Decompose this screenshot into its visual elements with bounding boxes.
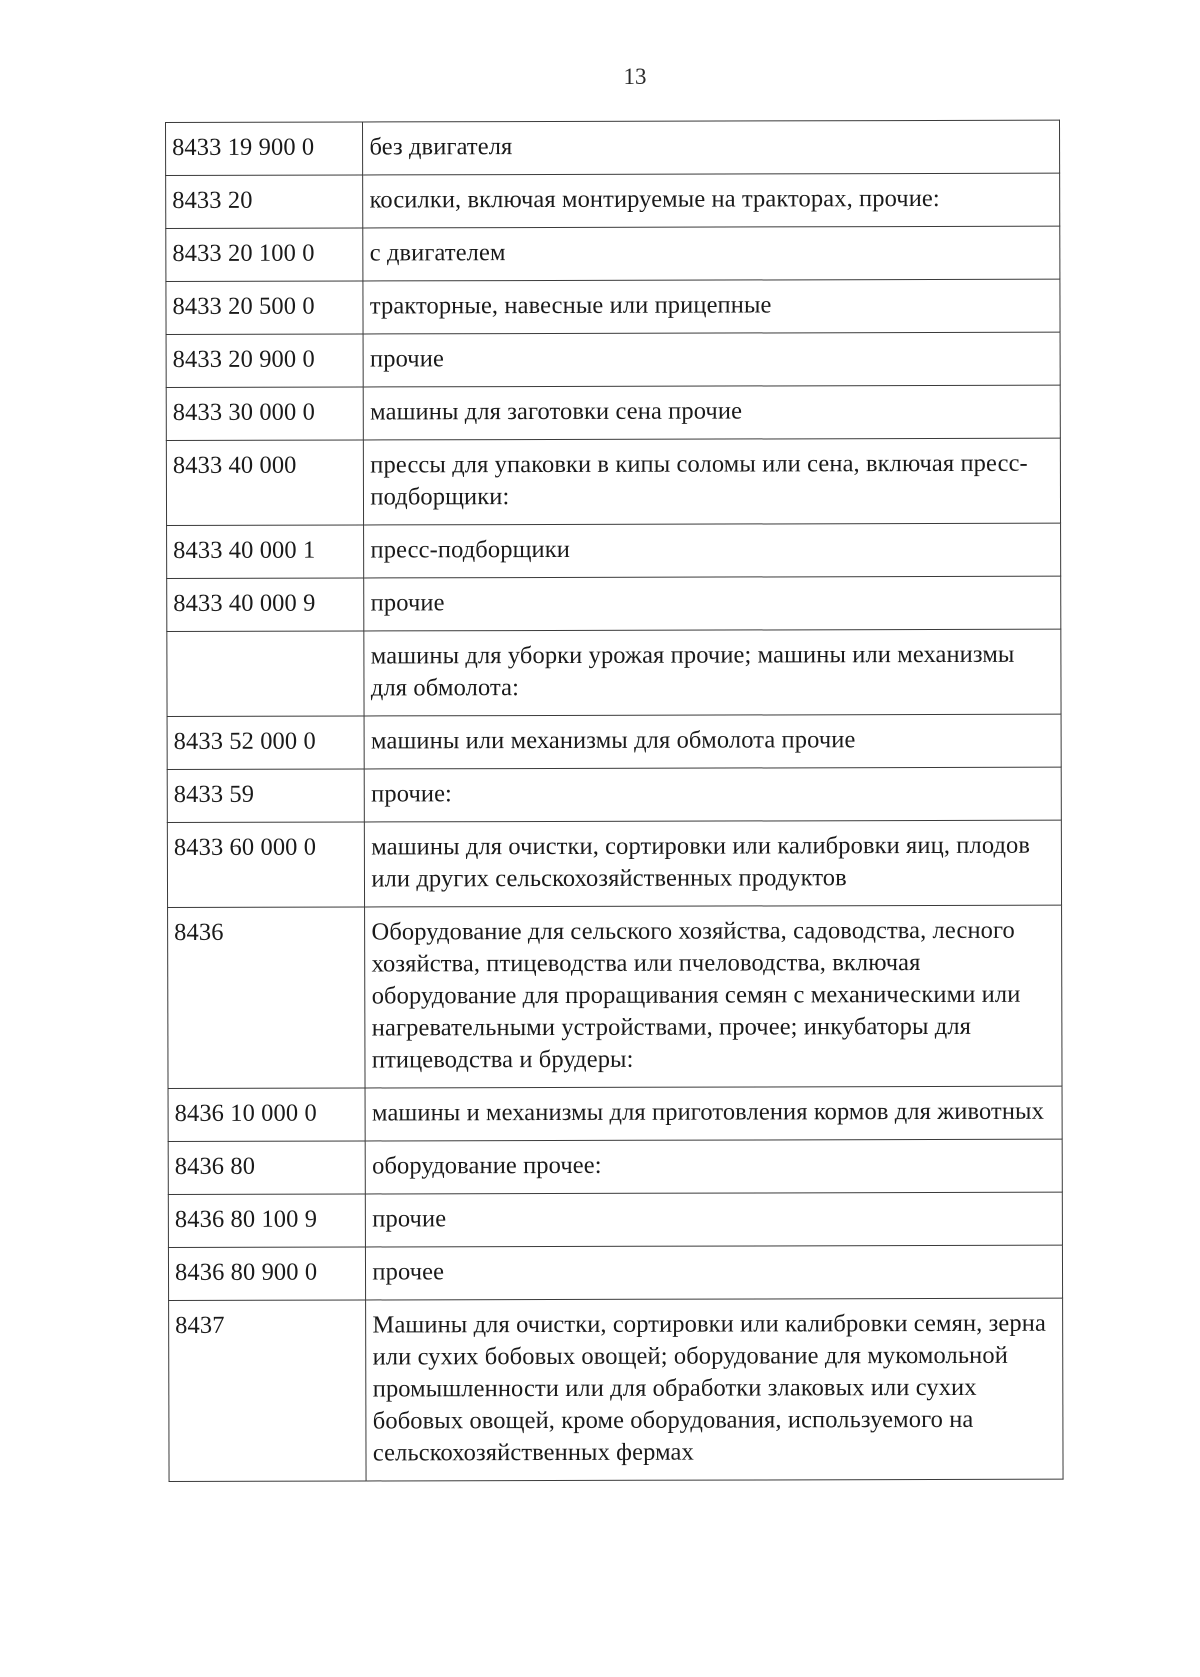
table-row [167, 820, 1061, 907]
table-row [168, 1245, 1062, 1300]
table-row [167, 629, 1061, 716]
code-cell: 8436 [168, 907, 366, 1089]
code-cell: 8433 20 900 0 [166, 334, 364, 388]
code-cell: 8436 80 [168, 1141, 366, 1195]
code-cell: 8433 20 100 0 [166, 228, 364, 282]
description-cell: оборудование прочее: [366, 1139, 1063, 1194]
description-cell: Машины для очистки, сортировки или калибровки семян, зерна или сухих бобовых овощей; оборудование для мукомольной промышленности или для обработки злаковых или сухих бобовых овощей, кроме оборудования, используемого на сельскохозяйственных фермах [366, 1298, 1063, 1481]
code-cell: 8433 52 000 0 [167, 716, 365, 770]
code-cell: 8433 40 000 [166, 440, 364, 526]
table-row [167, 767, 1061, 822]
table-body [166, 120, 1064, 1481]
page-number: 13 [623, 64, 647, 89]
description-cell: прочие [364, 576, 1061, 631]
table-row [167, 523, 1061, 578]
code-cell: 8433 59 [167, 769, 365, 823]
code-cell [167, 631, 365, 717]
description-cell: косилки, включая монтируемые на тракторах, прочие: [363, 173, 1060, 228]
table-row [168, 1086, 1062, 1141]
code-cell: 8436 80 900 0 [168, 1247, 366, 1301]
description-cell: с двигателем [363, 226, 1060, 281]
table-row [166, 120, 1060, 175]
table-row [167, 576, 1061, 631]
code-cell: 8433 40 000 1 [167, 525, 365, 579]
description-cell: без двигателя [363, 120, 1060, 175]
table-row [166, 438, 1060, 525]
description-cell: машины для уборки урожая прочие; машины или механизмы для обмолота: [364, 629, 1061, 716]
table-row [168, 905, 1062, 1088]
code-cell: 8437 [169, 1300, 367, 1482]
description-cell: прочее [366, 1245, 1063, 1300]
code-cell: 8433 20 500 0 [166, 281, 364, 335]
description-cell: прочие [363, 332, 1060, 387]
code-cell: 8433 20 [166, 175, 364, 229]
table-row [169, 1298, 1063, 1481]
description-cell: прочие [366, 1192, 1063, 1247]
code-cell: 8433 19 900 0 [166, 122, 364, 176]
table-row [166, 226, 1060, 281]
description-cell: прочие: [365, 767, 1062, 822]
table-row [166, 279, 1060, 334]
code-cell: 8436 80 100 9 [168, 1194, 366, 1248]
table-row [168, 1192, 1062, 1247]
table-row [166, 385, 1060, 440]
code-cell: 8433 30 000 0 [166, 387, 364, 441]
description-cell: прессы для упаковки в кипы соломы или сена, включая пресс-подборщики: [364, 438, 1061, 525]
description-cell: машины для очистки, сортировки или калибровки яиц, плодов или других сельскохозяйственных продуктов [365, 820, 1062, 907]
code-cell: 8433 40 000 9 [167, 578, 365, 632]
table-row [167, 714, 1061, 769]
description-cell: Оборудование для сельского хозяйства, садоводства, лесного хозяйства, птицеводства или пчеловодства, включая оборудование для проращивания семян с механическими или нагревательными устройствами, прочее; инкубаторы для птицеводства и брудеры: [365, 905, 1062, 1088]
table-row [168, 1139, 1062, 1194]
tariff-code-table [165, 120, 1064, 1482]
description-cell: машины для заготовки сена прочие [364, 385, 1061, 440]
description-cell: машины или механизмы для обмолота прочие [364, 714, 1061, 769]
table-row [166, 332, 1060, 387]
code-cell: 8436 10 000 0 [168, 1088, 366, 1142]
description-cell: тракторные, навесные или прицепные [363, 279, 1060, 334]
code-cell: 8433 60 000 0 [167, 822, 365, 908]
table-row [166, 173, 1060, 228]
description-cell: машины и механизмы для приготовления кормов для животных [365, 1086, 1062, 1141]
description-cell: пресс-подборщики [364, 523, 1061, 578]
